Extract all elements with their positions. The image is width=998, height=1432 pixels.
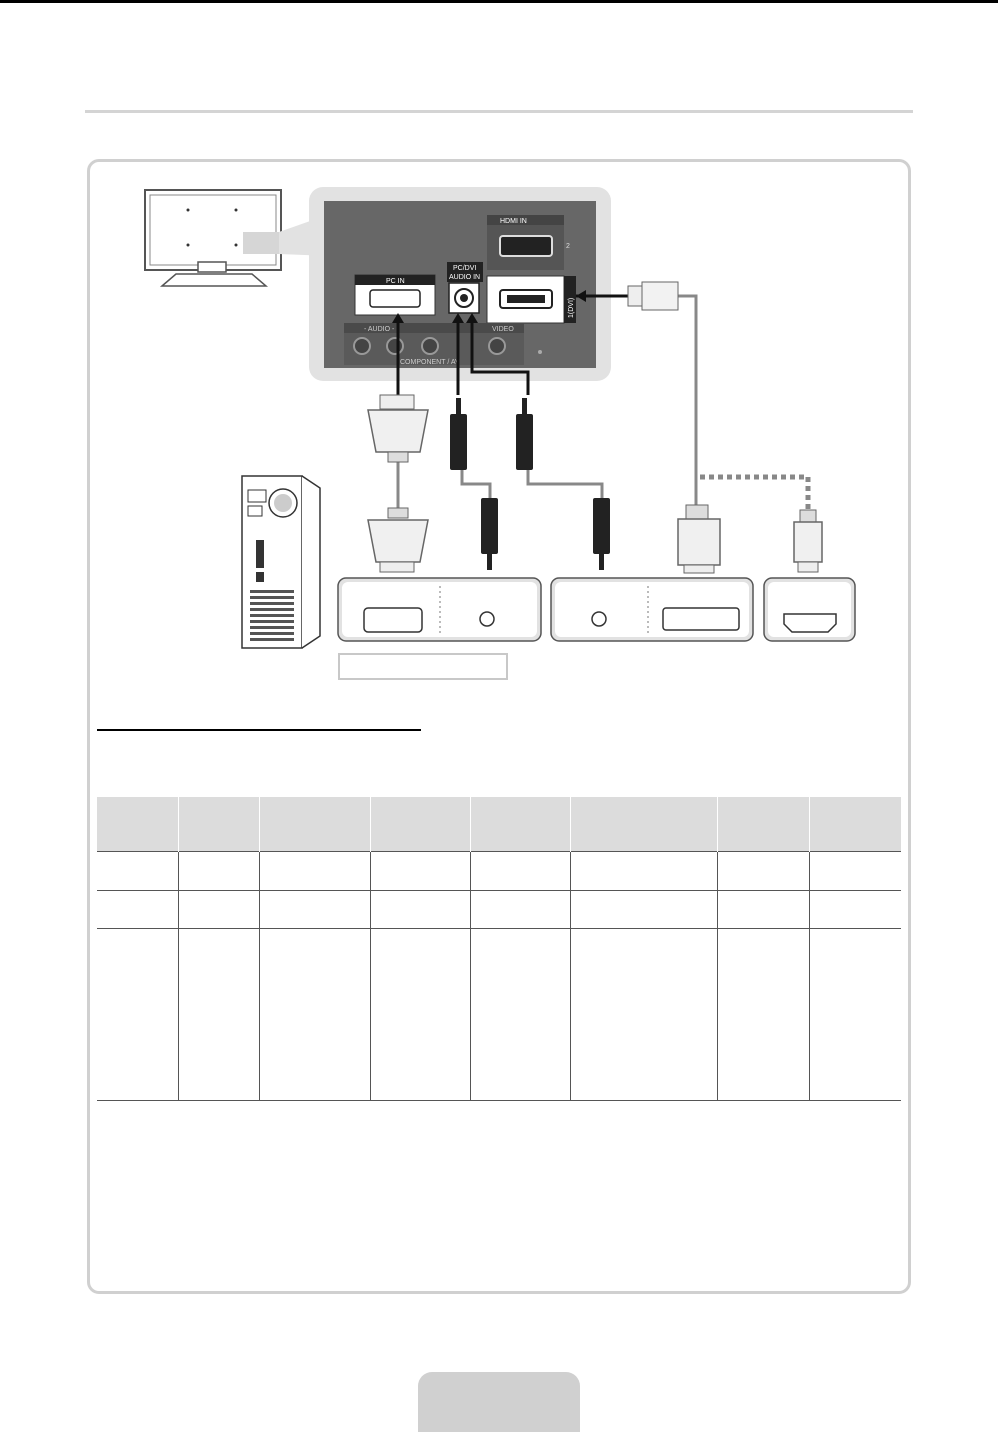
audio-label: - AUDIO - (364, 326, 395, 333)
section-heading-underline (97, 729, 421, 731)
display-modes-table (97, 797, 901, 1101)
table-header-cell (371, 797, 471, 852)
dvi-output-ports (551, 578, 753, 641)
dvi-plug-icon (678, 505, 720, 573)
d-sub-connector-pc-icon (368, 508, 428, 572)
hdmi-port-number: 2 (566, 243, 570, 250)
table-row (97, 929, 901, 1101)
table-header-cell (178, 797, 260, 852)
tv-icon (145, 190, 330, 286)
table-header-cell (809, 797, 901, 852)
hdmi-dvi-port-label: 1(DVI) (568, 297, 575, 318)
table-header-cell (97, 797, 178, 852)
table-header-cell (718, 797, 809, 852)
device-label-box (338, 653, 508, 680)
table-header-cell (571, 797, 718, 852)
hdmi-in-label: HDMI IN (500, 218, 527, 225)
component-av-label: COMPONENT / AV (400, 359, 460, 366)
table-row (97, 852, 901, 891)
connection-diagram (0, 0, 998, 700)
hdmi-output-port (764, 578, 855, 641)
pc-dvi-audio-label-2: AUDIO IN (449, 274, 481, 281)
table-header-cell (471, 797, 571, 852)
rear-panel (309, 187, 611, 381)
hdmi-plug-device-icon (794, 510, 822, 572)
hdmi-plug-icon (628, 282, 678, 310)
pc-tower-icon (242, 476, 320, 648)
d-sub-connector-icon (368, 395, 428, 462)
table-header-cell (260, 797, 371, 852)
pc-output-ports (338, 578, 541, 641)
pc-dvi-audio-label: PC/DVI (453, 265, 477, 272)
video-label: VIDEO (492, 326, 514, 333)
page-number-tab (418, 1372, 580, 1432)
table-header (97, 797, 901, 852)
pc-in-label: PC IN (386, 278, 405, 285)
table-row (97, 891, 901, 929)
